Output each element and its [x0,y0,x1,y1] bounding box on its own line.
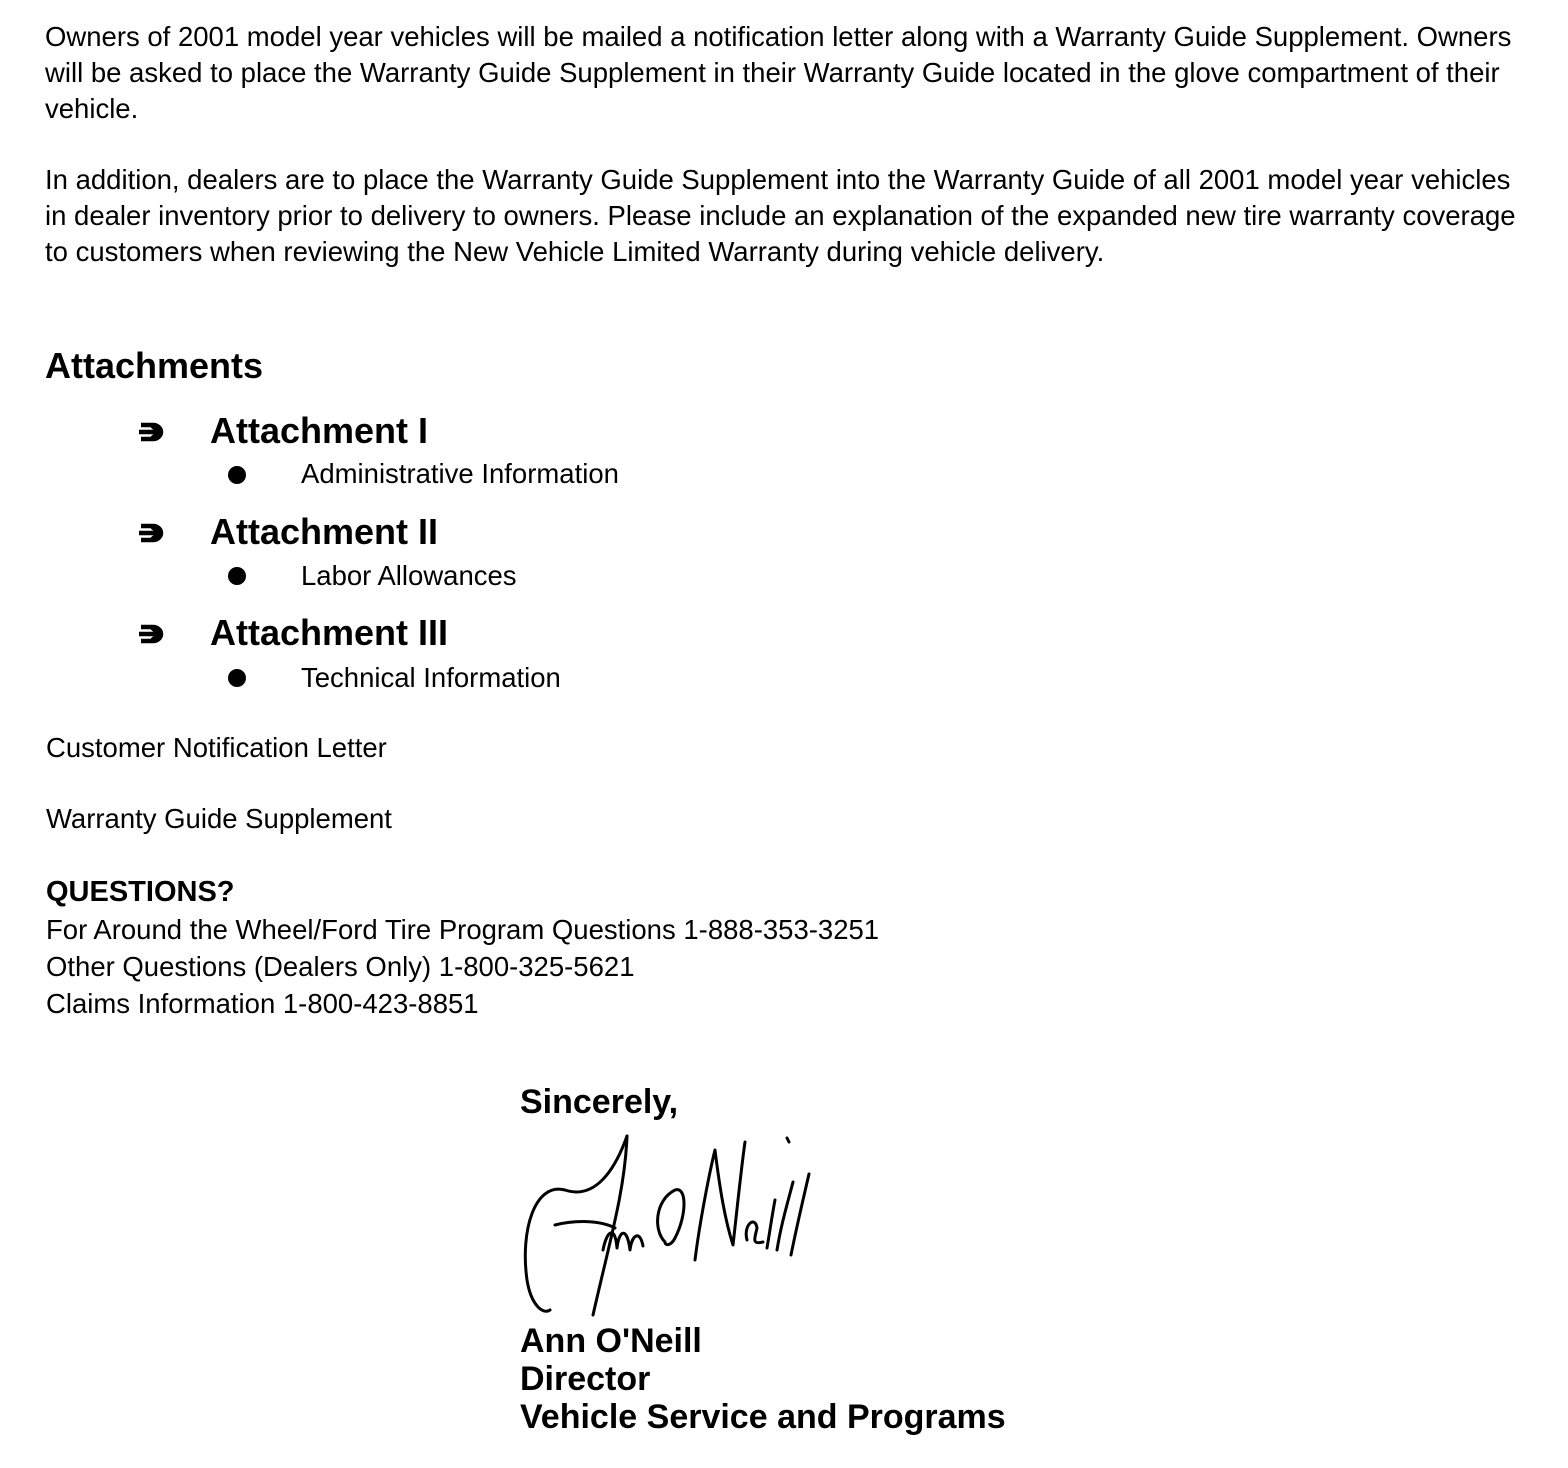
attachment-title: Attachment III [210,612,449,653]
body-paragraph-2: In addition, dealers are to place the Warranty Guide Supplement into the Warranty Guide of all 2001 model year vehicles in dealer inventory prior to delivery to owners. Please include an explanation of the expanded new tire warranty coverage to customers when reviewing the New Vehicle Limited Warranty during vehicle delivery. [45,164,1516,267]
attachment-title: Attachment II [210,511,439,552]
questions-heading: QUESTIONS? [46,876,235,908]
bullet-icon [228,669,246,687]
attachment-subitem: Technical Information [301,662,561,693]
handwritten-signature [515,1130,815,1320]
body-paragraph-1: Owners of 2001 model year vehicles will be mailed a notification letter along with a Warranty Guide Supplement. Owners will be asked to place the Warranty Guide Supplement in their Warranty Guide located in the glove compartment of their vehicle. [45,21,1512,124]
right-arrow-circle-icon [137,418,169,446]
salutation: Sincerely, [520,1083,679,1121]
customer-notification-letter: Customer Notification Letter [46,732,387,763]
attachment-title: Attachment I [210,410,429,451]
question-line-other: Other Questions (Dealers Only) 1-800-325-5621 [46,951,635,982]
signer-title: Director [520,1360,651,1398]
right-arrow-circle-icon [137,519,169,547]
signer-department: Vehicle Service and Programs [520,1398,1006,1436]
question-line-claims: Claims Information 1-800-423-8851 [46,988,479,1019]
attachment-subitem: Labor Allowances [301,560,517,591]
attachments-heading: Attachments [45,345,264,386]
right-arrow-circle-icon [137,620,169,648]
attachment-subitem: Administrative Information [301,458,619,489]
bullet-icon [228,466,246,484]
warranty-guide-supplement: Warranty Guide Supplement [46,803,392,834]
signer-name: Ann O'Neill [520,1322,702,1360]
question-line-tire-program: For Around the Wheel/Ford Tire Program Questions 1-888-353-3251 [46,914,880,945]
bullet-icon [228,567,246,585]
